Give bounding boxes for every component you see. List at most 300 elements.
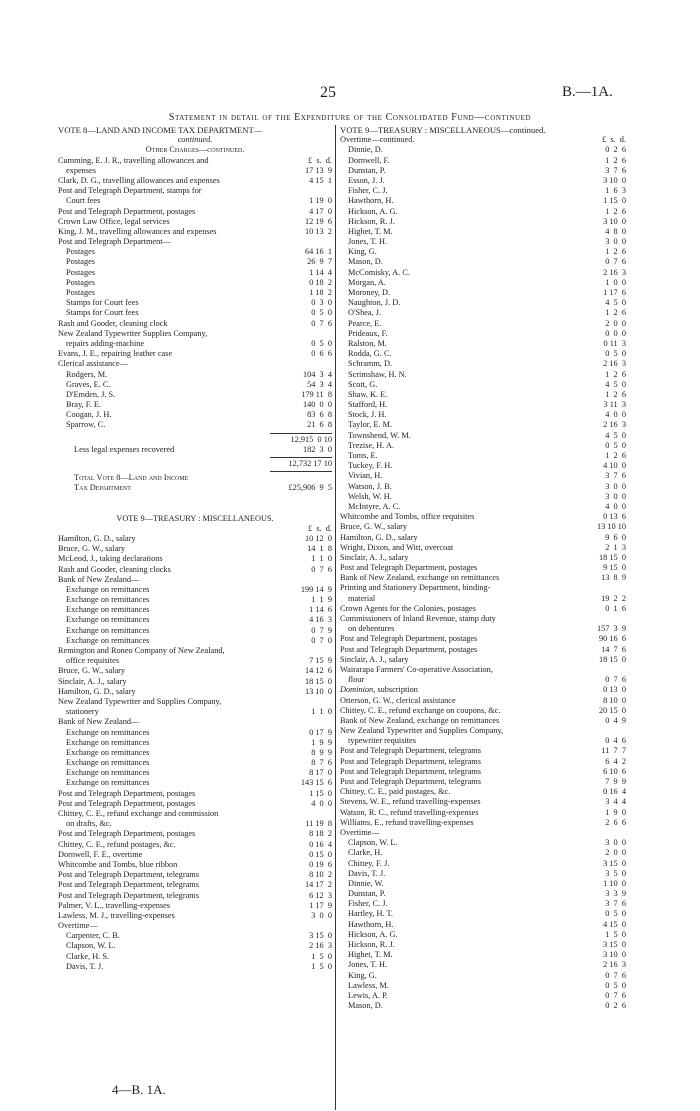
entry-description: Dunstan, P. — [348, 165, 386, 175]
entry-description: Stock, J. H. — [348, 410, 387, 420]
ledger-entry — [58, 298, 332, 308]
entry-amount: 1 5 0 — [605, 929, 626, 939]
entry-description: Post and Telegraph Department, postages — [340, 563, 478, 573]
entry-amount: 0 16 4 — [309, 839, 332, 849]
ledger-entry — [58, 534, 332, 544]
entry-description: Bruce, G. W., salary — [58, 666, 126, 676]
ledger-entry — [340, 869, 626, 879]
ledger-entry — [340, 278, 626, 288]
entry-description: Sinclair, A. J., salary — [58, 676, 127, 686]
entry-description: Scrimshaw, H. N. — [348, 369, 407, 379]
ledger-entry — [340, 359, 626, 369]
ledger-entry — [340, 909, 626, 919]
entry-description: Postages — [66, 257, 96, 267]
entry-amount: 83 6 8 — [307, 410, 332, 420]
ledger-entry — [58, 870, 332, 880]
total-rule — [270, 457, 332, 458]
ledger-entry — [58, 196, 332, 206]
entry-description: Davis, T. J. — [66, 961, 104, 971]
entry-description: Dinnie, D. — [348, 145, 383, 155]
entry-amount: £ s. d. — [308, 523, 332, 533]
ledger-entry — [340, 135, 626, 145]
entry-description: office requisites — [66, 656, 120, 666]
entry-description: expenses — [66, 165, 96, 175]
entry-description: Sparrow, C. — [66, 420, 106, 430]
ledger-entry — [58, 268, 332, 278]
ledger-entry — [58, 176, 332, 186]
ledger-entry — [58, 524, 332, 534]
entry-description: Remington and Roneo Company of New Zealand, — [58, 646, 225, 655]
entry-description: Morgan, A. — [348, 277, 386, 287]
ledger-entry — [340, 268, 626, 278]
entry-description: Graves, E. C. — [66, 379, 111, 389]
page-number: 25 — [320, 84, 336, 101]
total-rule — [270, 471, 332, 472]
entry-amount: 0 5 0 — [605, 440, 626, 450]
entry-description: Post and Telegraph Department, postages — [58, 829, 196, 839]
entry-description: Sinclair, A. J., salary — [340, 654, 409, 664]
entry-amount: 17 13 9 — [305, 165, 332, 175]
entry-description: Post and Telegraph Department, postages — [340, 644, 478, 654]
ledger-entry — [58, 666, 332, 676]
ledger-entry — [340, 787, 626, 797]
entry-description: Fisher, C. J. — [348, 186, 388, 196]
entry-amount: 6 4 2 — [605, 756, 626, 766]
entry-amount: 0 0 0 — [605, 328, 626, 338]
entry-description: Exchange on remittances — [66, 595, 150, 605]
ledger-entry — [340, 339, 626, 349]
entry-description: Bank of New Zealand, exchange on remittances — [340, 573, 500, 583]
entry-description: Hickson, A. G. — [348, 206, 398, 216]
ledger-entry — [58, 626, 332, 636]
ledger-entry — [340, 176, 626, 186]
entry-description: Lewis, A. P. — [348, 990, 388, 1000]
entry-amount: 0 5 0 — [605, 980, 626, 990]
entry-amount: 4 0 0 — [311, 798, 332, 808]
ledger-entry — [58, 217, 332, 227]
ledger-entry — [340, 196, 626, 206]
entry-description: Otterson, G. W., clerical assistance — [340, 695, 456, 705]
ledger-entry — [340, 818, 626, 828]
ledger-entry — [340, 370, 626, 380]
entry-amount: 8 9 9 — [311, 747, 332, 757]
entry-description: Moroney, D. — [348, 288, 391, 297]
entry-description: Tuckey, F. H. — [348, 461, 393, 471]
entry-amount: 10 12 0 — [305, 533, 332, 543]
entry-description: McLeod, J., taking declarations — [58, 554, 163, 564]
ledger-entry — [58, 615, 332, 625]
ledger-entry — [58, 799, 332, 809]
ledger-entry — [340, 237, 626, 247]
entry-description: Stafford, H. — [348, 400, 388, 410]
section-heading — [58, 125, 332, 135]
entry-amount: 8 10 0 — [603, 695, 626, 705]
ledger-entry — [340, 502, 626, 512]
entry-description: Carpenter, C. B. — [66, 931, 120, 941]
ledger-entry — [58, 789, 332, 799]
entry-description: Wairarapa Farmers' Co-operative Association, — [340, 664, 493, 674]
entry-amount: 1 1 0 — [311, 707, 332, 717]
entry-amount: 0 7 6 — [311, 564, 332, 574]
ledger-entry — [58, 207, 332, 217]
entry-description: D'Emden, J. S. — [66, 389, 116, 399]
ledger-entry — [340, 797, 626, 807]
entry-description: stationery — [66, 707, 99, 717]
ledger-entry — [58, 565, 332, 575]
ledger-entry — [58, 420, 332, 430]
entry-amount: 1 14 6 — [309, 605, 332, 615]
entry-amount: 8 17 0 — [309, 768, 332, 778]
entry-description: Prideaux, F. — [348, 328, 388, 338]
entry-description: Hawthorn, H. — [348, 196, 394, 206]
entry-description: Clarke, H. S. — [66, 951, 110, 961]
ledger-entry — [58, 778, 332, 788]
entry-description: Coogan, J. H. — [66, 410, 112, 420]
entry-amount: 1 17 9 — [309, 900, 332, 910]
entry-description: Crown Agents for the Colonies, postages — [340, 603, 476, 613]
ledger-entry — [58, 636, 332, 646]
entry-amount: 0 19 6 — [309, 859, 332, 869]
ledger-entry — [58, 390, 332, 400]
ledger-entry — [58, 575, 332, 585]
ledger-entry — [340, 522, 626, 532]
ledger-entry — [58, 931, 332, 941]
entry-amount: 3 10 0 — [603, 216, 626, 226]
entry-description: Townshend, W. M. — [348, 430, 411, 440]
entry-description: Exchange on remittances — [66, 768, 150, 778]
ledger-entry — [340, 482, 626, 492]
entry-description: Exchange on remittances — [66, 605, 150, 615]
ledger-entry — [58, 748, 332, 758]
ledger-entry — [58, 901, 332, 911]
ledger-entry — [340, 166, 626, 176]
entry-description: Post and Telegraph Department, telegrams — [340, 756, 481, 766]
entry-description: Post and Telegraph Department, postages — [58, 798, 196, 808]
ledger-entry — [340, 624, 626, 634]
entry-amount: 3 15 0 — [309, 931, 332, 941]
entry-amount: 0 3 0 — [311, 298, 332, 308]
entry-amount: 179 11 8 — [301, 389, 332, 399]
entry-amount: 4 17 0 — [309, 206, 332, 216]
ledger-entry — [340, 227, 626, 237]
entry-amount: 3 0 0 — [311, 910, 332, 920]
entry-description: Mason, D. — [348, 257, 383, 267]
ledger-entry — [58, 247, 332, 257]
ledger-entry — [58, 829, 332, 839]
entry-description: Post and Telegraph Department, telegrams — [340, 777, 481, 786]
entry-amount: 7 15 9 — [309, 656, 332, 666]
ledger-entry — [340, 145, 626, 155]
entry-amount: 0 5 0 — [311, 338, 332, 348]
ledger-entry — [340, 828, 626, 838]
entry-amount: 0 7 9 — [311, 625, 332, 635]
ledger-entry — [58, 459, 332, 469]
entry-amount: 12,732 17 10 — [288, 459, 332, 468]
entry-description: Ralston, M. — [348, 338, 387, 348]
entry-description: Taylor, E. M. — [348, 420, 393, 430]
entry-amount: 20 15 0 — [599, 705, 626, 715]
ledger-entry — [58, 257, 332, 267]
entry-amount: 199 14 9 — [300, 584, 332, 594]
entry-description: Exchange on remittances — [66, 737, 150, 747]
entry-amount: 0 7 0 — [311, 635, 332, 645]
entry-amount: 11 19 8 — [305, 819, 332, 829]
entry-description: Shaw, K. E. — [348, 389, 388, 399]
ledger-entry — [58, 819, 332, 829]
entry-amount: 1 1 0 — [311, 554, 332, 564]
entry-amount: 2 6 6 — [605, 817, 626, 827]
entry-amount: 1 0 0 — [605, 277, 626, 287]
entry-amount: 4 0 0 — [605, 410, 626, 420]
entry-description: Hawthorn, H. — [348, 919, 394, 929]
entry-amount: 14 7 6 — [601, 644, 626, 654]
entry-description: Bank of New Zealand— — [58, 717, 140, 727]
ledger-entry — [340, 553, 626, 563]
entry-amount: 4 10 0 — [603, 461, 626, 471]
entry-description: Chittey, C. E., refund exchange and commission — [58, 809, 219, 818]
entry-description: Bray, F. E. — [66, 400, 101, 410]
entry-amount: 0 7 6 — [605, 970, 626, 980]
entry-description: New Zealand Typewriter and Supplies Company, — [340, 726, 504, 736]
entry-amount: 0 7 6 — [311, 318, 332, 328]
section-heading — [340, 125, 626, 135]
entry-description: Exchange on remittances — [66, 778, 150, 788]
entry-amount: 0 4 6 — [605, 736, 626, 746]
entry-amount: 1 15 0 — [309, 788, 332, 798]
ledger-entry — [340, 319, 626, 329]
ledger-entry — [340, 400, 626, 410]
entry-description: Chittey, C. E., paid postages, &c. — [340, 787, 451, 797]
entry-description: Palmer, V. L., travelling-expenses — [58, 900, 171, 910]
entry-amount: 0 1 6 — [605, 603, 626, 613]
ledger-entry — [340, 777, 626, 787]
ledger-entry — [58, 809, 332, 819]
entry-amount: 2 16 3 — [309, 941, 332, 951]
entry-amount: 0 5 0 — [311, 308, 332, 318]
entry-description: Hickson, R. J. — [348, 216, 395, 226]
ledger-entry — [340, 685, 626, 695]
entry-amount: 6 12 3 — [309, 890, 332, 900]
ledger-entry — [340, 217, 626, 227]
entry-description: Exchange on remittances — [66, 727, 150, 737]
entry-amount: 12,915 0 10 — [290, 434, 332, 444]
entry-amount: 21 6 8 — [307, 420, 332, 430]
ledger-entry — [58, 186, 332, 196]
ledger-entry — [340, 533, 626, 543]
entry-description: Clapson, W. L. — [348, 838, 398, 848]
ledger-entry — [340, 207, 626, 217]
ledger-entry — [58, 595, 332, 605]
ledger-entry — [340, 726, 626, 736]
ledger-entry — [340, 451, 626, 461]
entry-description: Postages — [66, 288, 96, 297]
entry-amount: 3 4 4 — [605, 797, 626, 807]
entry-description: Post and Telegraph Department, stamps for — [58, 186, 202, 196]
entry-amount: 0 6 6 — [311, 349, 332, 359]
ledger-entry — [58, 339, 332, 349]
ledger-entry — [58, 962, 332, 972]
ledger-entry — [58, 410, 332, 420]
ledger-entry — [58, 880, 332, 890]
entry-amount: 4 5 0 — [605, 298, 626, 308]
entry-amount: 0 7 6 — [605, 675, 626, 685]
entry-description: Court fees — [66, 196, 101, 206]
ledger-entry — [58, 435, 332, 445]
ledger-entry — [58, 349, 332, 359]
ledger-entry — [58, 514, 332, 524]
entry-amount: 18 15 0 — [599, 654, 626, 664]
entry-amount: 4 15 0 — [603, 919, 626, 929]
ledger-entry — [58, 891, 332, 901]
entry-amount: 1 2 6 — [605, 247, 626, 257]
entry-amount: 2 16 3 — [603, 960, 626, 970]
entry-amount: 0 2 6 — [605, 145, 626, 155]
ledger-entry — [340, 420, 626, 430]
entry-amount: 10 13 2 — [305, 226, 332, 236]
ledger-entry — [58, 445, 332, 455]
entry-description: Cumming, E. J. R., travelling allowances and — [58, 155, 209, 165]
entry-amount: 9 6 0 — [605, 532, 626, 542]
entry-amount: 0 4 9 — [605, 715, 626, 725]
ledger-entry — [58, 768, 332, 778]
entry-amount: 13 10 10 — [596, 522, 626, 532]
entry-description: McComisky, A. C. — [348, 267, 410, 277]
entry-amount: 3 15 0 — [603, 940, 626, 949]
entry-description: Bruce, G. W., salary — [58, 544, 126, 554]
entry-description: VOTE 9—TREASURY : MISCELLANEOUS—continued. — [340, 125, 546, 135]
ledger-entry — [58, 707, 332, 717]
ledger-entry — [340, 563, 626, 573]
entry-description: Hartley, H. T. — [348, 909, 394, 919]
ledger-entry — [340, 441, 626, 451]
ledger-entry — [340, 349, 626, 359]
ledger-entry — [58, 738, 332, 748]
ledger-entry — [340, 583, 626, 593]
ledger-entry — [340, 614, 626, 624]
entry-description: Exchange on remittances — [66, 584, 150, 594]
entry-description: flour — [348, 675, 365, 685]
entry-description: Other Charges—continued. — [145, 145, 245, 155]
entry-amount: 3 0 0 — [605, 237, 626, 247]
entry-description: repairs adding-machine — [66, 338, 145, 348]
entry-amount: 4 16 3 — [309, 615, 332, 625]
entry-description: Whitcombe and Tombs, office requisites — [340, 512, 475, 522]
entry-amount: 18 15 0 — [599, 552, 626, 562]
ledger-entry — [58, 605, 332, 615]
ledger-entry — [58, 554, 332, 564]
entry-description: Highet, T. M. — [348, 226, 393, 236]
spacer — [58, 494, 332, 504]
ledger-entry — [58, 728, 332, 738]
document-reference: B.—1A. — [562, 84, 613, 100]
ledger-entry — [340, 696, 626, 706]
ledger-entry — [58, 860, 332, 870]
entry-description: VOTE 8—LAND AND INCOME TAX DEPARTMENT— — [58, 125, 263, 135]
ledger-entry — [58, 687, 332, 697]
entry-amount: 140 0 0 — [302, 400, 332, 410]
entry-amount: 0 2 6 — [605, 1001, 626, 1011]
entry-description: Stevens, W. E., refund travelling-expenses — [340, 797, 481, 807]
footer-signature: 4—B. 1A. — [112, 1082, 166, 1097]
entry-amount: 90 16 6 — [599, 634, 626, 644]
ledger-entry — [58, 166, 332, 176]
entry-description: Clerical assistance— — [58, 359, 128, 369]
entry-description: Overtime— — [58, 921, 98, 931]
entry-description: Hamilton, G. D., salary — [340, 532, 418, 542]
entry-amount: 0 13 0 — [603, 685, 626, 695]
entry-amount: 0 13 6 — [603, 512, 626, 522]
entry-description: VOTE 9—TREASURY : MISCELLANEOUS. — [116, 513, 274, 523]
entry-description: King, J. M., travelling allowances and expenses — [58, 226, 217, 236]
entry-description: Clark, D. G., travelling allowances and expenses — [58, 175, 220, 185]
entry-amount: 1 9 0 — [605, 807, 626, 817]
entry-description: Overtime— — [340, 827, 380, 837]
entry-amount: 3 0 0 — [605, 481, 626, 491]
entry-description: Stamps for Court fees — [66, 308, 139, 318]
entry-amount: 1 1 9 — [311, 595, 332, 605]
ledger-entry — [340, 746, 626, 756]
entry-amount: 13 8 9 — [601, 573, 626, 583]
ledger-entry — [340, 492, 626, 502]
ledger-entry — [340, 879, 626, 889]
entry-amount: 1 2 6 — [605, 155, 626, 165]
ledger-entry — [340, 431, 626, 441]
entry-description: Vivian, H. — [348, 471, 383, 481]
entry-amount: 2 0 0 — [605, 848, 626, 858]
entry-amount: 2 0 0 — [605, 318, 626, 328]
entry-amount: 1 14 4 — [309, 267, 332, 277]
ledger-entry — [58, 370, 332, 380]
ledger-entry — [58, 656, 332, 666]
entry-description: Overtime—continued. — [340, 135, 415, 145]
entry-amount: 3 0 0 — [605, 838, 626, 848]
entry-description: Hickson, R. J. — [348, 940, 395, 949]
entry-description: Post and Telegraph Department, telegrams — [340, 746, 481, 756]
entry-amount: 4 5 0 — [605, 379, 626, 389]
entry-description: Whitcombe and Tombs, blue ribbon — [58, 859, 178, 869]
entry-amount: 2 16 3 — [603, 420, 626, 430]
ledger-entry — [340, 461, 626, 471]
entry-description: Rodda, G. C. — [348, 349, 392, 359]
entry-amount: 8 7 6 — [311, 758, 332, 768]
entry-description: Watson, J. B. — [348, 481, 392, 491]
ledger-entry — [340, 573, 626, 583]
entry-description: Exchange on remittances — [66, 615, 150, 625]
entry-description: Rodgers, M. — [66, 369, 108, 379]
entry-description: Sinclair, A. J., salary — [340, 552, 409, 562]
entry-amount: 14 17 2 — [305, 880, 332, 890]
ledger-entry — [58, 237, 332, 247]
entry-amount: 0 7 6 — [605, 990, 626, 1000]
entry-description: Esson, J. J. — [348, 175, 385, 185]
entry-amount: 0 5 0 — [605, 909, 626, 919]
entry-amount: 3 15 0 — [603, 858, 626, 868]
entry-description: Printing and Stationery Department, binding- — [340, 583, 491, 593]
total-rule — [270, 433, 332, 434]
entry-description: Lawless, M. J., travelling-expenses — [58, 910, 175, 920]
entry-description: Post and Telegraph Department, postages — [340, 634, 478, 644]
entry-amount: 0 11 3 — [603, 338, 626, 348]
ledger-entry — [340, 380, 626, 390]
ledger-entry — [340, 645, 626, 655]
ledger-entry — [340, 981, 626, 991]
entry-amount: 0 18 2 — [309, 277, 332, 287]
ledger-entry — [340, 899, 626, 909]
entry-description: Less legal expenses recovered — [74, 444, 175, 454]
entry-amount: 2 16 3 — [603, 359, 626, 369]
entry-amount: 4 8 0 — [605, 226, 626, 236]
entry-amount: 1 10 0 — [603, 878, 626, 888]
